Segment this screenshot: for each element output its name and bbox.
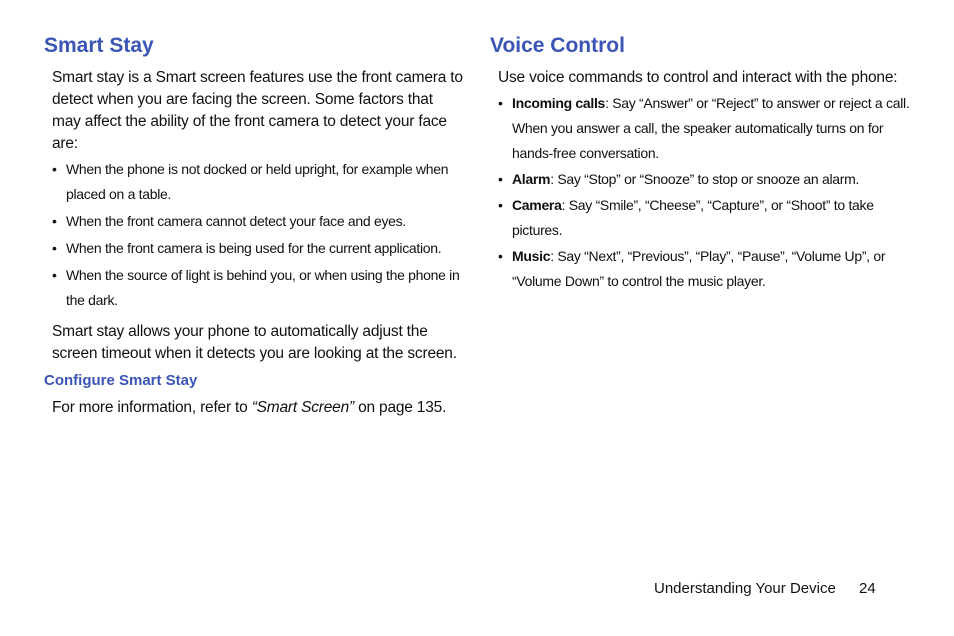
command-description: : Say “Smile”, “Cheese”, “Capture”, or “Shoot” to take pictures. [512, 197, 874, 238]
command-description: : Say “Stop” or “Snooze” to stop or snooze an alarm. [550, 171, 860, 187]
command-description: : Say “Next”, “Previous”, “Play”, “Pause”, “Volume Up”, or “Volume Down” to control the music player. [512, 248, 886, 289]
list-item [52, 157, 464, 207]
list-item [498, 167, 910, 192]
bullet-icon: • [498, 197, 503, 213]
smart-stay-reference [52, 397, 464, 419]
reference-prefix: For more information, refer to [52, 399, 252, 416]
bullet-icon: • [52, 240, 57, 256]
footer-section-title: Understanding Your Device [654, 580, 836, 597]
bullet-icon: • [498, 95, 503, 111]
page-number: 24 [859, 580, 876, 597]
list-item [498, 244, 910, 294]
list-item-text: When the source of light is behind you, or when using the phone in the dark. [66, 267, 460, 308]
list-item-text: When the front camera is being used for the current application. [66, 240, 442, 256]
page-footer [654, 579, 884, 599]
reference-suffix: on page 135. [353, 399, 447, 416]
smart-stay-factor-list [52, 157, 464, 313]
command-term: Camera [512, 197, 562, 213]
command-term: Music [512, 248, 551, 264]
command-description: : Say “Answer” or “Reject” to answer or reject a call. When you answer a call, the speaker automatically turns on for hands-free conversation. [512, 95, 910, 161]
bullet-icon: • [52, 213, 57, 229]
smart-stay-outro: Smart stay allows your phone to automatically adjust the screen timeout when it detects you are looking at the screen. [52, 323, 457, 362]
smart-stay-section [44, 33, 464, 419]
smart-screen-link[interactable]: “Smart Screen” [251, 399, 354, 416]
smart-stay-heading: Smart Stay [44, 34, 154, 57]
bullet-icon: • [52, 161, 57, 177]
bullet-icon: • [52, 267, 57, 283]
bullet-icon: • [498, 248, 503, 264]
list-item [498, 91, 910, 166]
list-item-text: When the phone is not docked or held upright, for example when placed on a table. [66, 161, 449, 202]
list-item [52, 209, 464, 234]
voice-control-section [490, 33, 910, 295]
list-item [52, 263, 464, 313]
bullet-icon: • [498, 171, 503, 187]
voice-command-list [498, 91, 910, 294]
configure-smart-stay-heading: Configure Smart Stay [44, 372, 198, 389]
command-term: Incoming calls [512, 95, 606, 111]
smart-stay-intro: Smart stay is a Smart screen features use the front camera to detect when you are facing the screen. Some factors that may affect the ability of the front camera to detect your face are: [52, 69, 463, 152]
voice-control-heading: Voice Control [490, 34, 625, 57]
list-item-text: When the front camera cannot detect your face and eyes. [66, 213, 406, 229]
voice-control-intro: Use voice commands to control and interact with the phone: [498, 69, 898, 86]
command-term: Alarm [512, 171, 551, 187]
list-item [498, 193, 910, 243]
list-item [52, 236, 464, 261]
